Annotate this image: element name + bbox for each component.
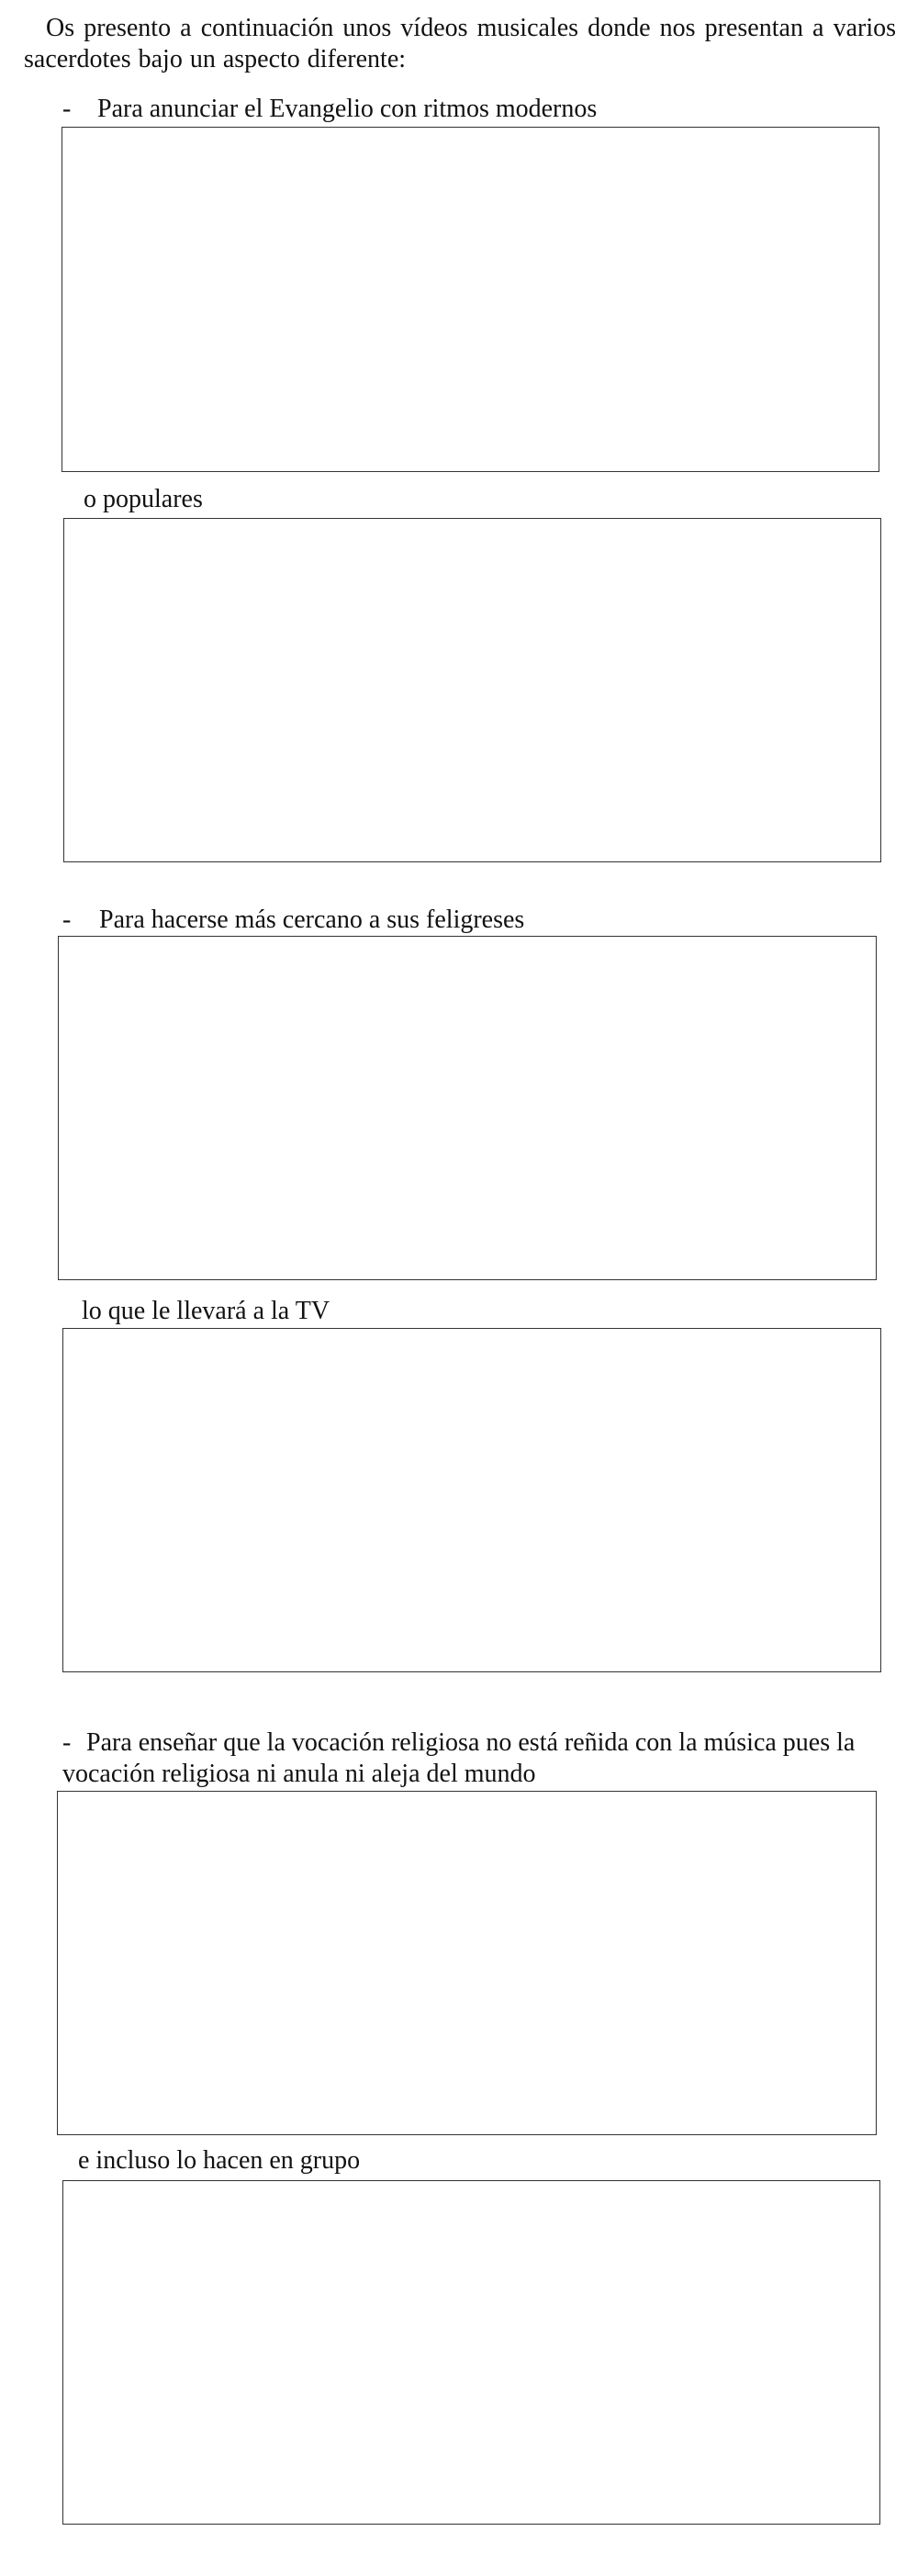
section-2-video-frame-2[interactable] <box>62 1328 881 1672</box>
section-2-video-frame-1[interactable] <box>58 936 877 1280</box>
section-3-video-frame-2[interactable] <box>62 2180 880 2525</box>
section-2-bullet: - <box>62 906 72 934</box>
section-3-video-frame-1[interactable] <box>57 1791 877 2135</box>
section-2-caption: lo que le llevará a la TV <box>82 1297 330 1325</box>
section-1-heading-text: Para anunciar el Evangelio con ritmos modernos <box>97 95 598 123</box>
intro-paragraph: Os presento a continuación unos vídeos musicales donde nos presentan a varios sacerdotes bajo un aspecto diferente: <box>24 14 896 73</box>
section-1-video-frame-2[interactable] <box>63 518 881 862</box>
section-2-heading-text: Para hacerse más cercano a sus feligreses <box>99 906 525 934</box>
section-1-caption: o populares <box>84 485 203 513</box>
section-1-bullet: - <box>62 95 72 123</box>
section-2-heading <box>62 905 524 936</box>
section-3-heading-text: Para enseñar que la vocación religiosa no está reñida con la música pues la vocación religiosa ni anula ni aleja del mundo <box>62 1728 856 1788</box>
section-1-heading <box>62 94 597 125</box>
section-1-video-frame-1[interactable] <box>62 127 879 472</box>
section-3-bullet: - <box>62 1728 72 1757</box>
section-3-heading <box>62 1727 889 1790</box>
section-3-caption: e incluso lo hacen en grupo <box>78 2146 361 2175</box>
